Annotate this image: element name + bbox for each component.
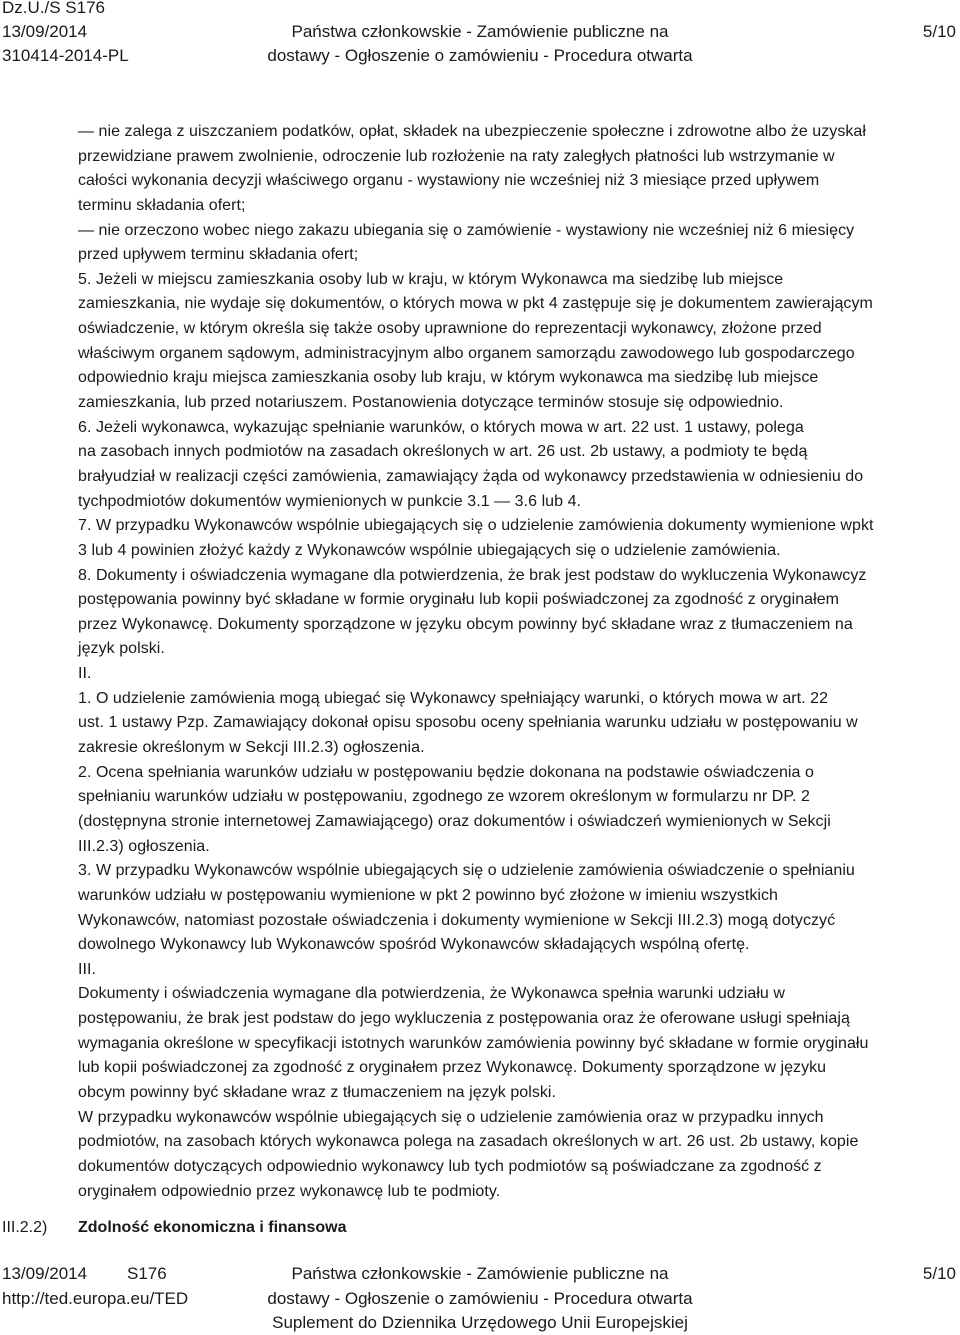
body-line: postępowaniu, że brak jest podstaw do jego wykluczenia z postępowania oraz że oferowane usługi spełniają <box>78 1010 850 1028</box>
body-line: oryginałem odpowiednio przez wykonawcę lub te podmioty. <box>78 1182 501 1200</box>
body-line: na zasobach innych podmiotów na zasadach określonych w art. 26 ust. 2b ustawy, a podmioty te będą <box>78 443 808 461</box>
body-line: ust. 1 ustawy Pzp. Zamawiający dokonał opisu sposobu oceny spełniania warunku udziału w postępowaniu w <box>78 714 858 732</box>
body-line: 3. W przypadku Wykonawców wspólnie ubiegających się o udzielenie zamówienia oświadczenie o spełnianiu <box>78 862 855 880</box>
footer-issue: S176 <box>127 1264 167 1283</box>
body-line: W przypadku wykonawców wspólnie ubiegających się o udzielenie zamówienia oraz w przypadku innych <box>78 1108 824 1126</box>
body-line: 2. Ocena spełniania warunków udziału w postępowaniu będzie dokonana na podstawie oświadczenia o <box>78 763 814 781</box>
body-line: postępowania powinny być składane w formie oryginału lub kopii poświadczonej za zgodność z oryginałem <box>78 591 840 609</box>
body-line: spełnianiu warunków udziału w postępowaniu, zgodnego ze wzorem określonym w formularzu nr DP. 2 <box>78 788 810 806</box>
footer-title-line2: dostawy - Ogłoszenie o zamówieniu - Procedura otwarta <box>267 1289 693 1308</box>
body-line: II. <box>78 665 92 683</box>
body-line: zamieszkania, lub przed notariuszem. Postanowienia dotyczące terminów stosuje się odpowiednio. <box>78 394 784 412</box>
notice-id: 310414-2014-PL <box>2 46 129 65</box>
body-line: dokumentów dotyczących odpowiednio wykonawcy lub tych podmiotów są poświadczane za zgodność z <box>78 1157 822 1175</box>
body-line: Wykonawców, natomiast pozostałe oświadczenia i dokumenty wymienione w Sekcji III.2.3) mogą dotyczyć <box>78 911 836 929</box>
section-title: Zdolność ekonomiczna i finansowa <box>78 1219 347 1236</box>
section-number: III.2.2) <box>2 1219 48 1236</box>
body-line: 1. O udzielenie zamówienia mogą ubiegać się Wykonawcy spełniający warunki, o których mowa w art. 22 <box>78 689 829 707</box>
body-line: odpowiednio kraju miejsca zamieszkania osoby lub kraju, w którym wykonawca ma siedzibę lub miejsce <box>78 369 819 387</box>
body-line: zakresie określonym w Sekcji III.2.3) ogłoszenia. <box>78 739 425 757</box>
body-line: (dostępnyna stronie internetowej Zamawiającego) oraz dokumentów i oświadczeń wymienionych w Sekcji <box>78 812 831 830</box>
body-line: wymagania określone w specyfikacji istotnych warunków zamówienia powinny być składane w formie oryginału <box>78 1034 869 1052</box>
body-line: język polski. <box>78 640 165 658</box>
body-line: 7. W przypadku Wykonawców wspólnie ubiegających się o udzielenie zamówienia dokumenty wymienione wpkt <box>78 517 874 535</box>
header-page-number: 5/10 <box>922 22 956 41</box>
body-line: warunków udziału w postępowaniu wymienione w pkt 2 powinno być złożone w imieniu wszystkich <box>78 886 778 904</box>
footer-supplement: Suplement do Dziennika Urzędowego Unii Europejskiej <box>272 1313 688 1332</box>
footer-page-number: 5/10 <box>922 1264 956 1283</box>
body-line: przewidziane prawem zwolnienie, odroczenie lub rozłożenie na raty zaległych płatności lub wstrzymanie w <box>78 147 835 165</box>
body-line: całości wykonania decyzji właściwego organu - wystawiony nie wcześniej niż 3 miesiące przed upływem <box>78 172 820 190</box>
body-line: przed upływem terminu składania ofert; <box>78 246 359 264</box>
footer-title-line1: Państwa członkowskie - Zamówienie publiczne na <box>291 1264 669 1283</box>
body-line: tychpodmiotów dokumentów wymienionych w punkcie 3.1 — 3.6 lub 4. <box>78 492 582 510</box>
body-line: 3 lub 4 powinien złożyć każdy z Wykonawców wspólnie ubiegających się o udzielenie zamówienia. <box>78 541 781 559</box>
body-line: 5. Jeżeli w miejscu zamieszkania osoby lub w kraju, w którym Wykonawca ma siedzibę lub miejsce <box>78 270 784 288</box>
body-line: III. <box>78 960 96 978</box>
body-line: — nie orzeczono wobec niego zakazu ubiegania się o zamówienie - wystawiony nie wcześniej niż 6 miesięcy <box>78 221 855 239</box>
body-line: podmiotów, na zasobach których wykonawca polega na zasadach określonych w art. 26 ust. 2b ustawy, kopie <box>78 1133 859 1151</box>
doc-reference: Dz.U./S S176 <box>2 0 105 17</box>
body-line: właściwym organem sądowym, administracyjnym albo organem samorządu zawodowego lub gospodarczego <box>78 344 855 362</box>
header-date: 13/09/2014 <box>2 22 88 41</box>
header-title-line2: dostawy - Ogłoszenie o zamówieniu - Procedura otwarta <box>267 46 693 65</box>
document-body <box>78 120 948 1204</box>
body-line: III.2.3) ogłoszenia. <box>78 837 210 855</box>
body-line: brałyudział w realizacji części zamówienia, zamawiający żąda od wykonawcy przedstawienia w odniesieniu do <box>78 467 864 485</box>
body-line: 6. Jeżeli wykonawca, wykazując spełnianie warunków, o których mowa w art. 22 ust. 1 ustawy, polega <box>78 418 804 436</box>
body-line: Dokumenty i oświadczenia wymagane dla potwierdzenia, że Wykonawca spełnia warunki udziału w <box>78 985 785 1003</box>
footer-url: http://ted.europa.eu/TED <box>2 1289 189 1308</box>
body-line: lub kopii poświadczonej za zgodność z oryginałem przez Wykonawcę. Dokumenty sporządzone w języku <box>78 1059 827 1077</box>
body-line: obcym powinny być składane wraz z tłumaczeniem na język polski. <box>78 1083 557 1101</box>
body-line: zamieszkania, nie wydaje się dokumentów, o których mowa w pkt 4 zastępuje się je dokumentem zawierającym <box>78 295 873 313</box>
header-title-line1: Państwa członkowskie - Zamówienie publiczne na <box>291 22 669 41</box>
body-line: oświadczenie, w którym określa się także osoby uprawnione do reprezentacji wykonawcy, złożone przed <box>78 320 822 338</box>
body-line: — nie zalega z uiszczaniem podatków, opłat, składek na ubezpieczenie społeczne i zdrowotne albo że uzyskał <box>78 123 866 140</box>
body-line: dowolnego Wykonawcy lub Wykonawców spośród Wykonawców składających wspólną ofertę. <box>78 936 750 954</box>
body-line: terminu składania ofert; <box>78 196 246 214</box>
body-line: przez Wykonawcę. Dokumenty sporządzone w języku obcym powinny być składane wraz z tłumaczeniem na <box>78 615 853 633</box>
footer-date: 13/09/2014 <box>2 1264 88 1283</box>
body-line: 8. Dokumenty i oświadczenia wymagane dla potwierdzenia, że brak jest podstaw do wykluczenia Wykonawcyz <box>78 566 867 584</box>
